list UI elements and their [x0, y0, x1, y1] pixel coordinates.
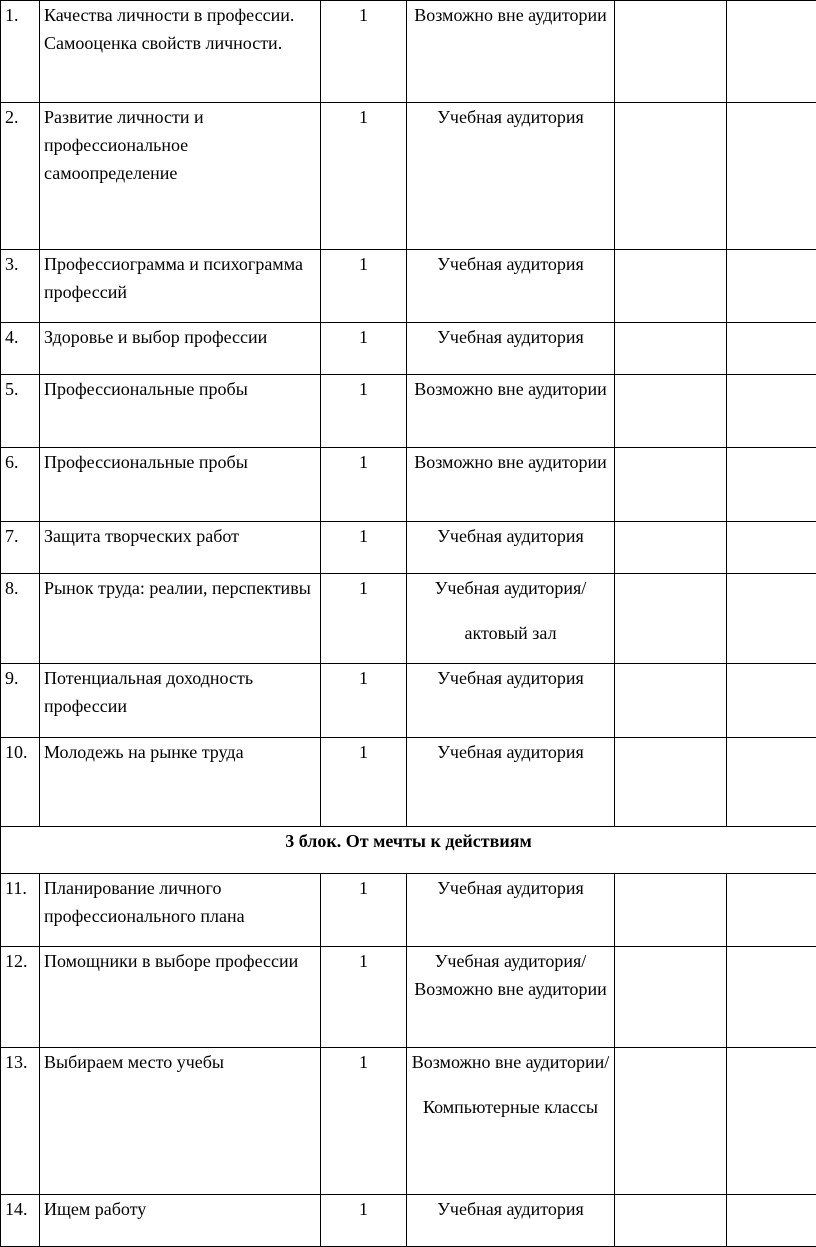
empty-cell [727, 738, 816, 827]
empty-cell [615, 738, 727, 827]
row-number: 1. [1, 1, 40, 103]
table-row [1, 323, 816, 375]
row-number: 11. [1, 874, 40, 947]
empty-cell [615, 323, 727, 375]
hours-cell: 1 [321, 448, 407, 522]
row-number: 14. [1, 1195, 40, 1247]
location-cell [407, 738, 615, 827]
hours-cell: 1 [321, 874, 407, 947]
empty-cell [727, 323, 816, 375]
empty-cell [615, 522, 727, 574]
empty-cell [727, 1195, 816, 1247]
location-text: Учебная аудитория [437, 668, 584, 688]
empty-cell [615, 103, 727, 250]
empty-cell [615, 250, 727, 323]
topic-title: Качества личности в профессии. Самооценка свойств личности. [40, 1, 321, 103]
row-number: 3. [1, 250, 40, 323]
empty-cell [615, 664, 727, 738]
topic-title: Развитие личности и профессиональное самоопределение [40, 103, 321, 250]
location-text: Учебная аудитория [437, 526, 584, 546]
row-number: 9. [1, 664, 40, 738]
location-cell [407, 1195, 615, 1247]
table-row [1, 664, 816, 738]
empty-cell [727, 664, 816, 738]
hours-cell: 1 [321, 947, 407, 1048]
location-cell [407, 947, 615, 1048]
location-cell [407, 522, 615, 574]
empty-cell [727, 250, 816, 323]
hours-cell: 1 [321, 522, 407, 574]
hours-cell: 1 [321, 738, 407, 827]
row-number: 13. [1, 1048, 40, 1195]
table-row [1, 947, 816, 1048]
topic-title: Здоровье и выбор профессии [40, 323, 321, 375]
empty-cell [727, 574, 816, 664]
row-number: 7. [1, 522, 40, 574]
empty-cell [727, 1048, 816, 1195]
topic-title: Потенциальная доходность профессии [40, 664, 321, 738]
location-text: Учебная аудитория/ Возможно вне аудитории [414, 951, 607, 999]
table-row [1, 250, 816, 323]
topic-title: Профессиональные пробы [40, 375, 321, 448]
empty-cell [727, 522, 816, 574]
empty-cell [727, 103, 816, 250]
location-cell [407, 250, 615, 323]
location-text: Учебная аудитория [437, 107, 584, 127]
topic-title: Ищем работу [40, 1195, 321, 1247]
hours-cell: 1 [321, 664, 407, 738]
location-cell [407, 574, 615, 664]
row-number: 5. [1, 375, 40, 448]
hours-cell: 1 [321, 323, 407, 375]
hours-cell: 1 [321, 375, 407, 448]
empty-cell [727, 874, 816, 947]
empty-cell [727, 448, 816, 522]
empty-cell [615, 947, 727, 1048]
topic-title: Молодежь на рынке труда [40, 738, 321, 827]
location-cell [407, 664, 615, 738]
table-row [1, 522, 816, 574]
location-text: Учебная аудитория [437, 878, 584, 898]
row-number: 6. [1, 448, 40, 522]
location-text: Учебная аудитория [437, 327, 584, 347]
table-row [1, 448, 816, 522]
location-text: Учебная аудитория [437, 254, 584, 274]
row-number: 8. [1, 574, 40, 664]
empty-cell [615, 1, 727, 103]
location-cell [407, 375, 615, 448]
location-text: Учебная аудитория/ [434, 578, 587, 598]
table-row [1, 375, 816, 448]
topic-title: Рынок труда: реалии, перспективы [40, 574, 321, 664]
table-row [1, 1048, 816, 1195]
row-number: 10. [1, 738, 40, 827]
empty-cell [615, 448, 727, 522]
table-row [1, 574, 816, 664]
row-number: 4. [1, 323, 40, 375]
hours-cell: 1 [321, 1, 407, 103]
location-cell [407, 448, 615, 522]
location-text: актовый зал [464, 623, 557, 643]
location-text: Компьютерные классы [422, 1097, 599, 1117]
row-number: 12. [1, 947, 40, 1048]
empty-cell [615, 574, 727, 664]
empty-cell [615, 1048, 727, 1195]
hours-cell: 1 [321, 1048, 407, 1195]
location-text: Возможно вне аудитории [414, 452, 607, 472]
topic-title: Профессиограмма и психограмма профессий [40, 250, 321, 323]
location-text: Учебная аудитория [437, 742, 584, 762]
empty-cell [615, 375, 727, 448]
location-cell [407, 323, 615, 375]
hours-cell: 1 [321, 574, 407, 664]
location-text: Возможно вне аудитории [414, 379, 607, 399]
location-text: Возможно вне аудитории/ [411, 1052, 610, 1072]
empty-cell [727, 1, 816, 103]
location-cell [407, 874, 615, 947]
location-cell [407, 1, 615, 103]
topic-title: Профессиональные пробы [40, 448, 321, 522]
location-text: Учебная аудитория [437, 1199, 584, 1219]
topic-title: Защита творческих работ [40, 522, 321, 574]
topic-title: Планирование личного профессионального плана [40, 874, 321, 947]
row-number: 2. [1, 103, 40, 250]
section-heading: 3 блок. От мечты к действиям [1, 827, 816, 874]
hours-cell: 1 [321, 1195, 407, 1247]
location-cell [407, 103, 615, 250]
hours-cell: 1 [321, 103, 407, 250]
table-row [1, 1, 816, 103]
topic-title: Выбираем место учебы [40, 1048, 321, 1195]
empty-cell [727, 947, 816, 1048]
location-text: Возможно вне аудитории [414, 5, 607, 25]
table-row [1, 1195, 816, 1247]
location-cell [407, 1048, 615, 1195]
topic-title: Помощники в выборе профессии [40, 947, 321, 1048]
table-row [1, 874, 816, 947]
section-row [1, 827, 816, 874]
table-row [1, 738, 816, 827]
empty-cell [727, 375, 816, 448]
hours-cell: 1 [321, 250, 407, 323]
table-row [1, 103, 816, 250]
empty-cell [615, 1195, 727, 1247]
empty-cell [615, 874, 727, 947]
